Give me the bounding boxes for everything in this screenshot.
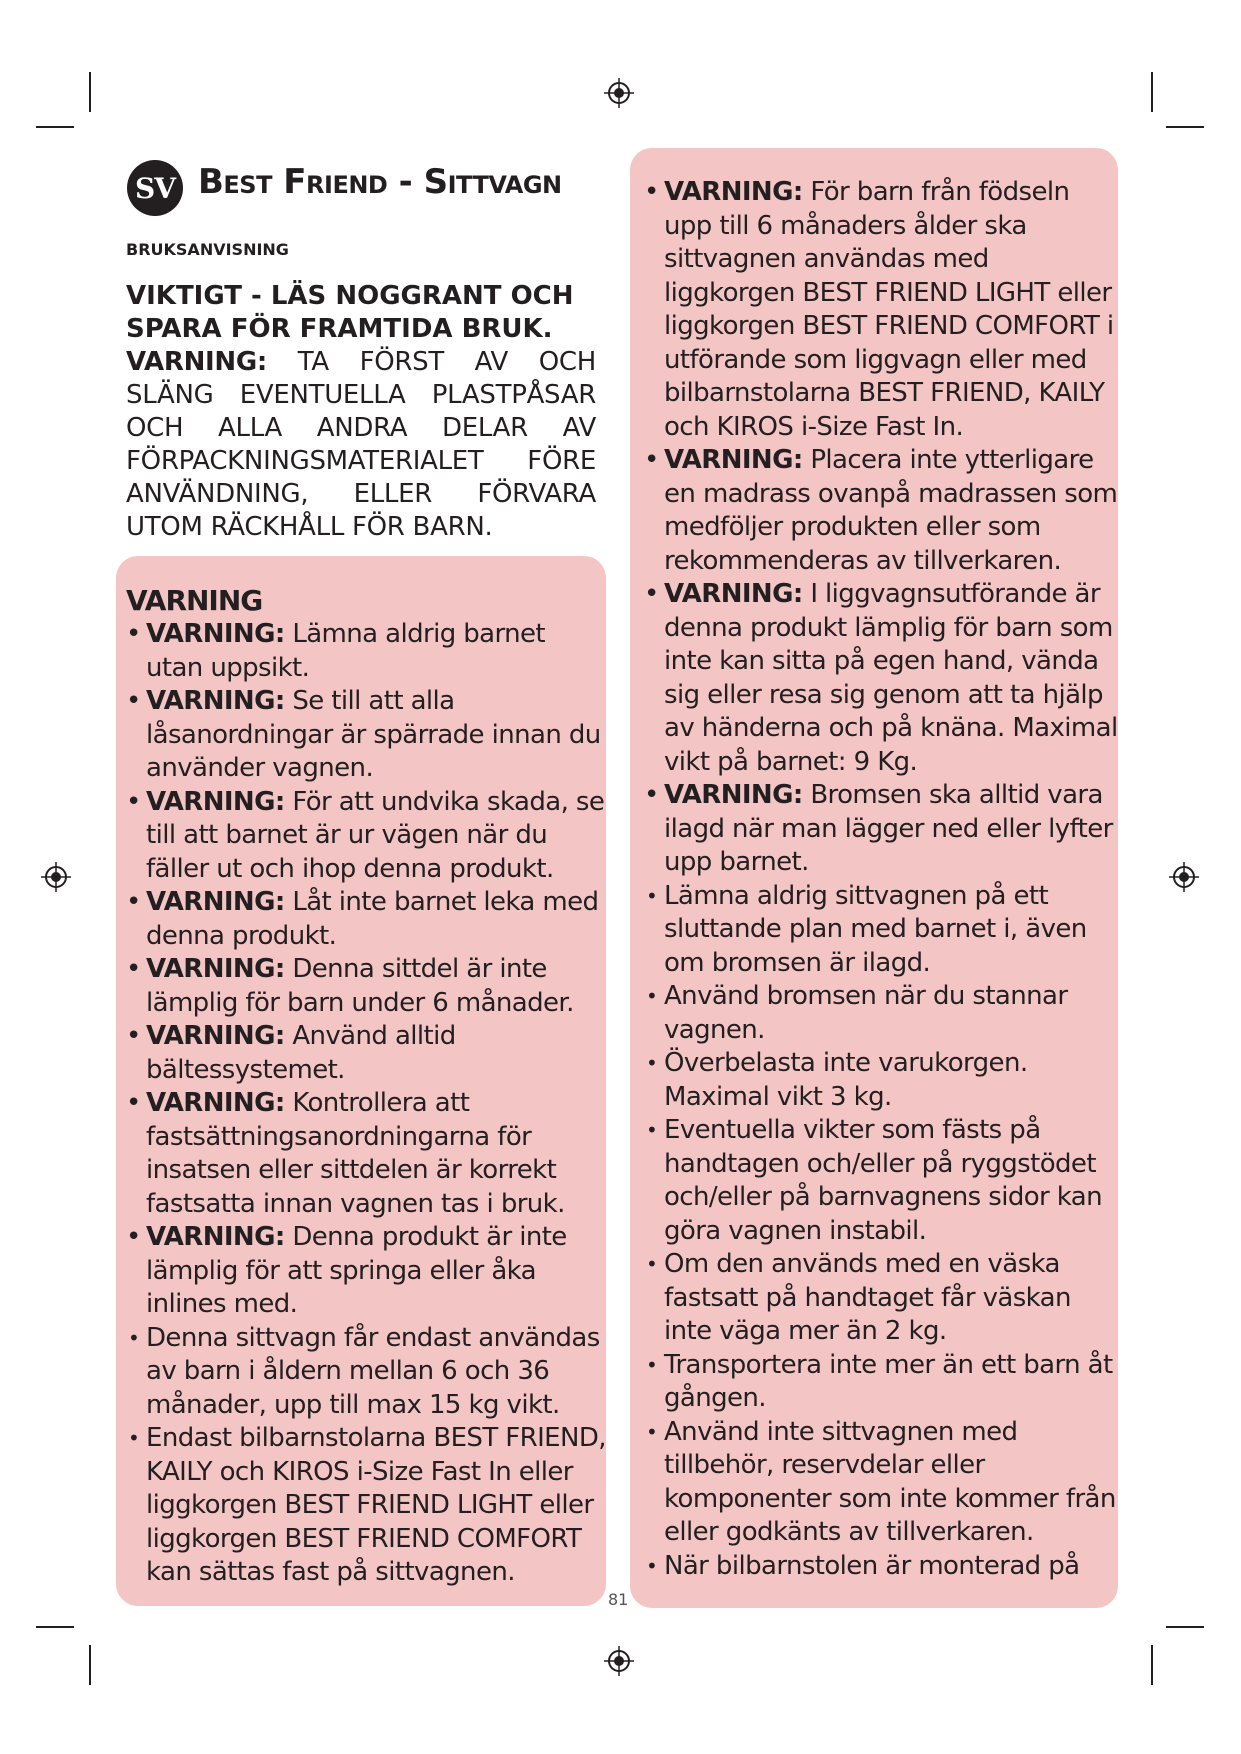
crop-mark [89, 72, 91, 112]
warning-item [126, 618, 606, 685]
registration-mark-icon [41, 862, 71, 892]
warning-item [644, 1416, 1118, 1550]
warning-text: Denna sittdel är inte lämplig för barn under 6 månader. [146, 954, 574, 1018]
warning-text: Bromsen ska alltid vara ilagd när man lägger ned eller lyfter upp barnet. [664, 780, 1113, 877]
page-number: 81 [608, 1590, 629, 1609]
warning-item [644, 1114, 1118, 1248]
warning-text: Endast bilbarnstolarna BEST FRIEND, KAILY och KIROS i-Size Fast In eller liggkorgen BEST FRIEND LIGHT eller liggkorgen BEST FRIEND COMFORT kan sättas fast på sittvagnen. [146, 1423, 606, 1587]
warning-item [126, 1020, 606, 1087]
warning-text: Använd inte sittvagnen med tillbehör, reservdelar eller komponenter som inte kommer från eller godkänts av tillverkaren. [664, 1416, 1116, 1547]
warning-text: Överbelasta inte varukorgen. Maximal vikt 3 kg. [664, 1048, 1028, 1112]
warning-list [644, 176, 1118, 1583]
warning-text: För barn från födseln upp till 6 månaders ålder ska sittvagnen användas med liggkorgen BEST FRIEND LIGHT eller liggkorgen BEST FRIEND COMFORT i utförande som liggvagn eller med bilbarnstolarna BEST FRIEND, KAILY och KIROS i-Size Fast In. [664, 177, 1114, 442]
warning-text: Om den används med en väska fastsatt på handtaget får väskan inte väga mer än 2 kg. [664, 1249, 1071, 1346]
warning-label: VARNING: [664, 445, 803, 475]
warning-item [644, 779, 1118, 880]
warning-item [644, 1550, 1118, 1584]
important-notice: VIKTIGT - LÄS NOGGRANT OCH SPARA FÖR FRAMTIDA BRUK. [126, 281, 574, 344]
warning-heading: VARNING [126, 584, 263, 617]
warning-item [126, 786, 606, 887]
warning-label: VARNING: [126, 347, 268, 377]
warning-panel-left [116, 556, 606, 1606]
registration-mark-icon [604, 78, 634, 108]
warning-item [126, 1422, 606, 1590]
warning-text: Denna produkt är inte lämplig för att springa eller åka inlines med. [146, 1222, 567, 1319]
warning-item [126, 886, 606, 953]
warning-label: VARNING: [146, 954, 285, 984]
warning-text: Denna sittvagn får endast användas av barn i åldern mellan 6 och 36 månader, upp till max 15 kg vikt. [146, 1322, 600, 1420]
crop-mark [1151, 72, 1153, 112]
warning-text: Använd bromsen när du stannar vagnen. [664, 981, 1068, 1045]
intro-block [126, 280, 596, 544]
warning-panel-right [630, 148, 1118, 1608]
warning-label: VARNING: [146, 1021, 285, 1051]
crop-mark [1166, 1626, 1204, 1628]
warning-item [126, 1322, 606, 1423]
warning-item [644, 1047, 1118, 1114]
warning-item [126, 1087, 606, 1221]
warning-text: TA FÖRST AV OCH SLÄNG EVENTUELLA PLASTPÅSAR OCH ALLA ANDRA DELAR AV FÖRPACKNINGSMATERIALET FÖRE ANVÄNDNING, ELLER FÖRVARA UTOM RÄCKHÅLL FÖR BARN. [126, 347, 596, 542]
warning-text: Se till att alla låsanordningar är spärrade innan du använder vagnen. [146, 686, 601, 783]
warning-text: Använd alltid bältessystemet. [146, 1021, 456, 1085]
warning-text: Låt inte barnet leka med denna produkt. [146, 887, 599, 951]
warning-text: Placera inte ytterligare en madrass ovanpå madrassen som medföljer produkten eller som rekommenderas av tillverkaren. [664, 445, 1118, 576]
crop-mark [36, 126, 74, 128]
warning-item [644, 578, 1118, 779]
registration-mark-icon [1169, 862, 1199, 892]
warning-text: I liggvagnsutförande är denna produkt lämplig för barn som inte kan sitta på egen hand, vända sig eller resa sig genom att ta hjälp av händerna och på knäna. Maximal vikt på barnet: 9 Kg. [664, 579, 1118, 777]
warning-item [644, 1248, 1118, 1349]
intro-warning [126, 346, 596, 544]
warning-item [126, 1221, 606, 1322]
page-title: Best Friend - Sittvagn [198, 162, 562, 202]
warning-label: VARNING: [146, 686, 285, 716]
warning-text: Lämna aldrig barnet utan uppsikt. [146, 619, 546, 683]
warning-item [644, 444, 1118, 578]
warning-text: Transportera inte mer än ett barn åt gången. [664, 1349, 1113, 1413]
section-subheading: BRUKSANVISNING [126, 240, 289, 259]
crop-mark [89, 1645, 91, 1685]
language-badge: SV [127, 160, 183, 216]
warning-list [126, 618, 606, 1590]
crop-mark [1151, 1645, 1153, 1685]
warning-text: Lämna aldrig sittvagnen på ett sluttande plan med barnet i, även om bromsen är ilagd. [664, 880, 1087, 978]
warning-label: VARNING: [664, 780, 803, 810]
crop-mark [1166, 126, 1204, 128]
warning-label: VARNING: [664, 579, 803, 609]
warning-text: Eventuella vikter som fästs på handtagen och/eller på ryggstödet och/eller på barnvagnens sidor kan göra vagnen instabil. [664, 1115, 1103, 1246]
warning-text: För att undvika skada, se till att barnet är ur vägen när du fäller ut och ihop denna produkt. [146, 786, 605, 884]
warning-text: Kontrollera att fastsättningsanordningarna för insatsen eller sittdelen är korrekt fastsatta innan vagnen tas i bruk. [146, 1088, 565, 1219]
warning-label: VARNING: [664, 177, 803, 207]
warning-label: VARNING: [146, 619, 285, 649]
warning-item [126, 953, 606, 1020]
warning-label: VARNING: [146, 1088, 285, 1118]
warning-item [644, 880, 1118, 981]
warning-label: VARNING: [146, 1222, 285, 1252]
crop-mark [36, 1626, 74, 1628]
warning-item [644, 980, 1118, 1047]
warning-label: VARNING: [146, 786, 285, 817]
warning-item [644, 1349, 1118, 1416]
warning-item [126, 685, 606, 786]
warning-text: När bilbarnstolen är monterad på [664, 1550, 1080, 1581]
warning-label: VARNING: [146, 887, 285, 917]
warning-item [644, 176, 1118, 444]
registration-mark-icon [604, 1646, 634, 1676]
